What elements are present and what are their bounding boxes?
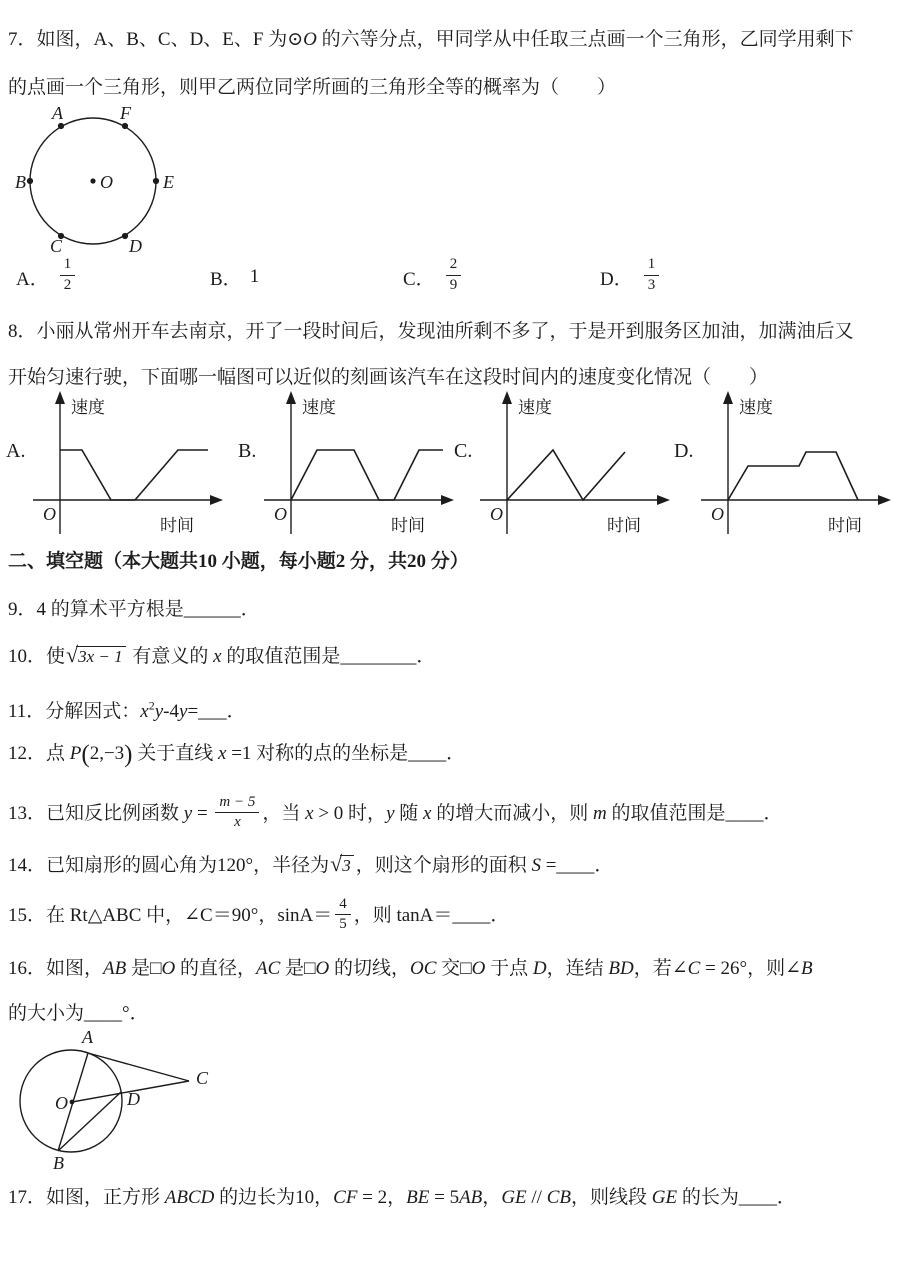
question-8-line-2: 开始匀速行驶，下面哪一幅图可以近似的刻画该汽车在这段时间内的速度变化情况（ ） xyxy=(8,367,769,388)
point-b-dot xyxy=(27,178,33,184)
label-a: A xyxy=(52,103,63,123)
question-14: 14．已知扇形的圆心角为120°，半径为 √ 3 ，则这个扇形的面积 S =____． xyxy=(8,851,614,876)
x-axis-arrow xyxy=(878,495,891,505)
choice-d-fraction: $\frac{1}{3}$ xyxy=(644,256,660,294)
graph-d-label: D. xyxy=(674,440,694,462)
question-9: 9．4 的算术平方根是______． xyxy=(8,599,260,620)
graph-a-plot xyxy=(27,388,225,538)
label-d: D xyxy=(127,1089,140,1109)
choice-b-label: B． xyxy=(210,268,242,290)
choice-d xyxy=(600,253,662,301)
graph-option-d xyxy=(674,388,893,538)
label-b: B xyxy=(53,1153,64,1173)
choice-d-label: D． xyxy=(600,268,633,290)
label-o: O xyxy=(100,172,113,192)
graph-b-plot xyxy=(258,388,456,538)
choice-b xyxy=(210,253,259,301)
graph-option-c xyxy=(454,388,672,538)
time-axis-label: 时间 xyxy=(607,516,642,535)
graph-a-label: A. xyxy=(6,440,26,462)
speed-curve xyxy=(291,450,443,500)
x-axis-arrow xyxy=(441,495,454,505)
center-dot xyxy=(70,1100,75,1105)
speed-axis-label: 速度 xyxy=(518,398,553,417)
speed-axis-label: 速度 xyxy=(302,398,337,417)
y-axis-arrow xyxy=(286,391,296,404)
choice-c-fraction: $\frac{2}{9}$ xyxy=(446,256,462,294)
question-8-line-1: 8．小丽从常州开车去南京，开了一段时间后，发现油所剩不多了，于是开到服务区加油，加满油后又 xyxy=(8,321,854,342)
graph-c-label: C. xyxy=(454,440,473,462)
label-c: C xyxy=(50,236,63,255)
label-c: C xyxy=(196,1068,209,1088)
x-axis-arrow xyxy=(657,495,670,505)
choice-c xyxy=(403,253,464,301)
x-axis-arrow xyxy=(210,495,223,505)
time-axis-label: 时间 xyxy=(160,516,195,535)
origin-label: O xyxy=(43,504,57,524)
origin-label: O xyxy=(490,504,504,524)
question-16-line-2: 的大小为____°． xyxy=(8,1003,149,1024)
speed-axis-label: 速度 xyxy=(739,398,774,417)
graph-d-plot xyxy=(695,388,893,538)
origin-label: O xyxy=(274,504,288,524)
question-12: 12．点 P(2,−3) 关于直线 x =1 对称的点的坐标是____． xyxy=(8,741,466,768)
speed-curve xyxy=(728,452,858,500)
q16-circle-diagram xyxy=(8,1026,238,1180)
choice-a-fraction: $\frac{1}{2}$ xyxy=(60,256,76,294)
tangent-ac xyxy=(88,1053,189,1081)
y-axis-arrow xyxy=(502,391,512,404)
speed-curve xyxy=(507,450,625,500)
speed-curve xyxy=(60,450,208,500)
question-15: 15．在 Rt△ABC 中，∠C＝90°，sinA＝ $\frac{4}{5}$ ，则 tanA＝____． xyxy=(8,896,510,933)
time-axis-label: 时间 xyxy=(828,516,863,535)
choice-a-label: A． xyxy=(16,268,49,290)
label-o: O xyxy=(55,1093,68,1113)
graph-b-label: B. xyxy=(238,440,257,462)
point-a-dot xyxy=(58,123,64,129)
choice-b-value: 1 xyxy=(249,266,260,287)
y-axis-arrow xyxy=(55,391,65,404)
speed-axis-label: 速度 xyxy=(71,398,106,417)
point-d-dot xyxy=(122,233,128,239)
center-dot xyxy=(90,178,95,183)
graph-option-a xyxy=(6,388,225,538)
question-10: 10．使 √ 3x − 1 有意义的 x 的取值范围是________． xyxy=(8,642,436,667)
label-d: D xyxy=(129,236,142,255)
choice-c-label: C． xyxy=(403,268,435,290)
question-7-line-2: 的点画一个三角形，则甲乙两位同学所画的三角形全等的概率为（ ） xyxy=(8,77,617,98)
question-17: 17．如图，正方形 ABCD 的边长为10，CF = 2，BE = 5AB，GE // CB，则线段 GE 的长为____． xyxy=(8,1187,796,1208)
y-axis-arrow xyxy=(723,391,733,404)
origin-label: O xyxy=(711,504,725,524)
section-2-header: 二、填空题（本大题共10 小题，每小题2 分，共20 分） xyxy=(8,551,469,572)
label-f: F xyxy=(120,103,131,123)
label-a: A xyxy=(82,1027,93,1047)
question-7-line-1: 7．如图，A、B、C、D、E、F 为⊙O 的六等分点，甲同学从中任取三点画一个三角形，乙同学用剩下 xyxy=(8,29,854,50)
point-e-dot xyxy=(153,178,159,184)
choice-a xyxy=(16,253,78,301)
question-11: 11．分解因式：$x^2y-4y=\_\_\_$． xyxy=(8,698,246,722)
question-16-line-1: 16．如图，AB 是□O 的直径，AC 是□O 的切线，OC 交□O 于点 D，连结 BD，若∠C = 26°，则∠B xyxy=(8,958,813,979)
question-13: 13．已知反比例函数 y = $\frac{m - 5}{x}$ ，当 x > 0 时，y 随 x 的增大而减小，则 m 的取值范围是____． xyxy=(8,794,783,831)
time-axis-label: 时间 xyxy=(391,516,426,535)
q7-circle-diagram xyxy=(14,101,214,255)
label-e: E xyxy=(163,172,174,192)
label-b: B xyxy=(15,172,26,192)
point-f-dot xyxy=(122,123,128,129)
graph-c-plot xyxy=(474,388,672,538)
graph-option-b xyxy=(238,388,456,538)
